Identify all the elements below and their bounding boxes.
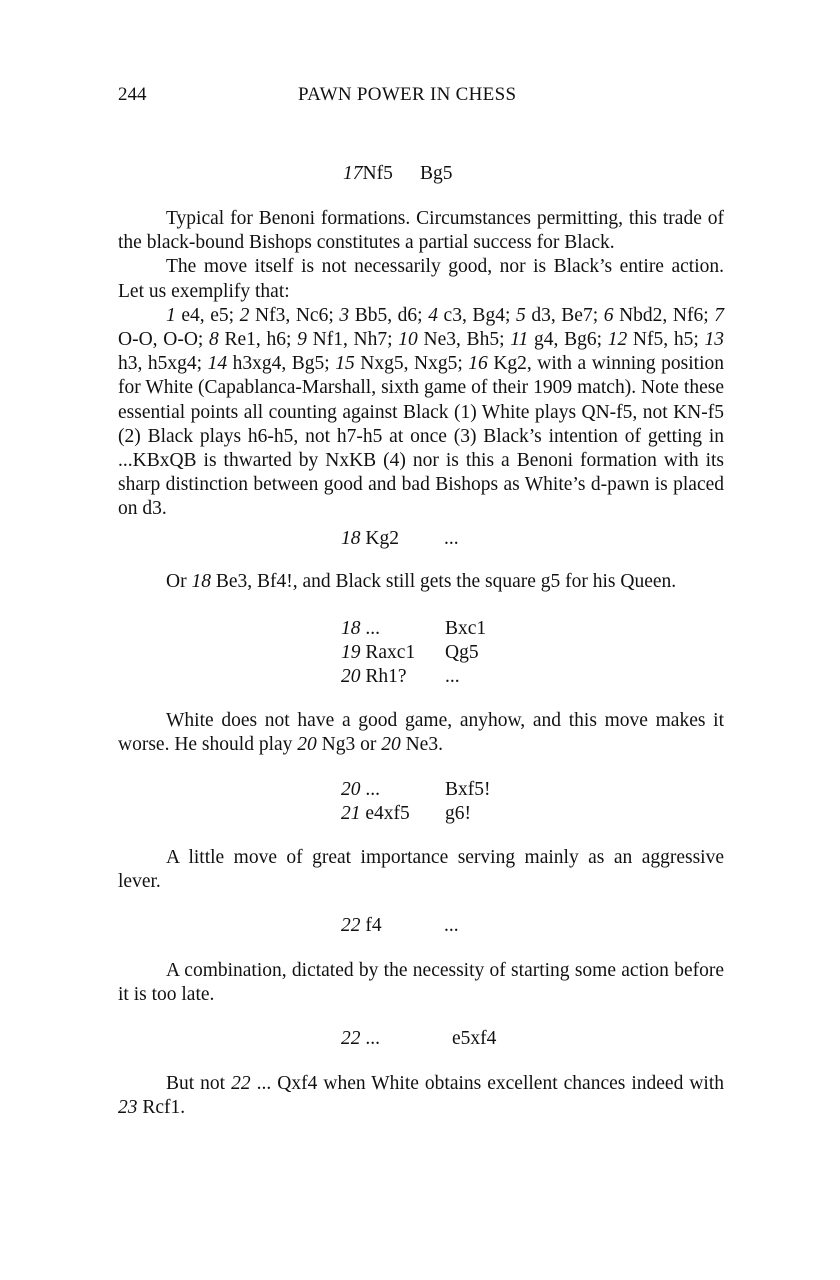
paragraph-text: Typical for Benoni formations. Circumstances permitting, this trade of the black-bound Bishops constitutes a partial success for Black. bbox=[118, 208, 724, 254]
commentary-paragraph-6 bbox=[118, 1072, 724, 1120]
paragraph-text: White does not have a good game, anyhow, and this move makes it worse. He should play 20 Ng3 or 20 Ne3. bbox=[118, 710, 724, 756]
running-header bbox=[118, 84, 724, 108]
paragraph-text: But not 22 ... Qxf4 when White obtains excellent chances indeed with 23 Rcf1. bbox=[118, 1073, 725, 1119]
commentary-paragraph-3 bbox=[118, 709, 724, 757]
running-title: PAWN POWER IN CHESS bbox=[298, 84, 517, 105]
paragraph-text: Or 18 Be3, Bf4!, and Black still gets the square g5 for his Queen. bbox=[166, 571, 677, 592]
paragraph-text: The move itself is not necessarily good, nor is Black’s entire action. Let us exemplify that: bbox=[118, 256, 724, 302]
game-score: 1 e4, e5; 2 Nf3, Nc6; 3 Bb5, d6; 4 c3, Bg4; 5 d3, Be7; 6 Nbd2, Nf6; 7 O-O, O-O; 8 Re1, h6; 9 Nf1, Nh7; 10 Ne3, Bh5; 11 g4, Bg6; 12 Nf5, h5; 13 h3, h5xg4; 14 h3xg4, Bg5; 15 Nxg5, Nxg5; 16 Kg2, with a winning position for White (Capablanca-Marshall, sixth game of their 1909 match). Note these essential points all counting against Black (1) White plays QN-f5, not KN-f5 (2) Black plays h6-h5, not h7-h5 at once (3) Black’s intention of getting in ...KBxQB is thwarted by NxKB (4) nor is this a Benoni formation with its sharp distinction between good and bad Bishops as White’s d-pawn is placed on d3. bbox=[118, 304, 724, 520]
commentary-paragraph-2 bbox=[118, 570, 724, 594]
white-move: Nf5 bbox=[362, 163, 393, 184]
black-move: Bg5 bbox=[420, 163, 453, 184]
page-number: 244 bbox=[118, 84, 147, 105]
commentary-paragraph-4 bbox=[118, 846, 724, 894]
book-page: 244 PAWN POWER IN CHESS 17Nf5 Bg5 Typical for Benoni formations. Circumstances permitting, this trade of the black-bound Bishops constitutes a partial success for Black. The move itself is not necessarily good, nor is Black’s entire action. Let us exemplify that: 1 e4, e5; 2 Nf3, Nc6; 3 Bb5, d6; 4 c3, Bg4; 5 d3, Be7; 6 Nbd2, Nf6; 7 O-O, O-O; 8 Re1, h6; 9 Nf1, Nh7; 10 Ne3, Bh5; 11 g4, Bg6; 12 Nf5, h5; 13 h3, h5xg4; 14 h3xg4, Bg5; 15 Nxg5, Nxg5; 16 Kg2, with a winning position for White (Capablanca-Marshall, sixth game of their 1909 match). Note these essential points all counting against Black (1) White plays QN-f5, not KN-f5 (2) Black plays h6-h5, not h7-h5 at once (3) Black’s intention of getting in ...KBxQB is thwarted by NxKB (4) nor is this a Benoni formation with its sharp distinction between good and bad Bishops as White’s d-pawn is placed on d3. 18 Kg2 ... Or 18 Be3, Bf4!, and Black still gets the square g5 for his Queen. 18 ... Bxc1 19 Raxc1 Qg5 20 Rh1? ... White does not have a good game, anyhow, and this move makes it worse. He should play 20 Ng3 or 20 Ne3. 20 ... Bxf5! 21 e4xf5 g6! A little move of great importance serving mainly as an aggressive lever. 22 f4 ... A combination, dictated by the necessity of starting some action before it is too late. 22 ... e5xf4 But not 22 ... Qxf4 when White obtains excellent chances indeed with 23 Rcf1. bbox=[0, 0, 840, 1280]
commentary-paragraph-1 bbox=[118, 207, 724, 522]
paragraph-text: A combination, dictated by the necessity of starting some action before it is too late. bbox=[118, 960, 724, 1006]
move-number: 17 bbox=[343, 163, 363, 184]
paragraph-text: A little move of great importance serving mainly as an aggressive lever. bbox=[118, 847, 724, 893]
commentary-paragraph-5 bbox=[118, 959, 724, 1007]
